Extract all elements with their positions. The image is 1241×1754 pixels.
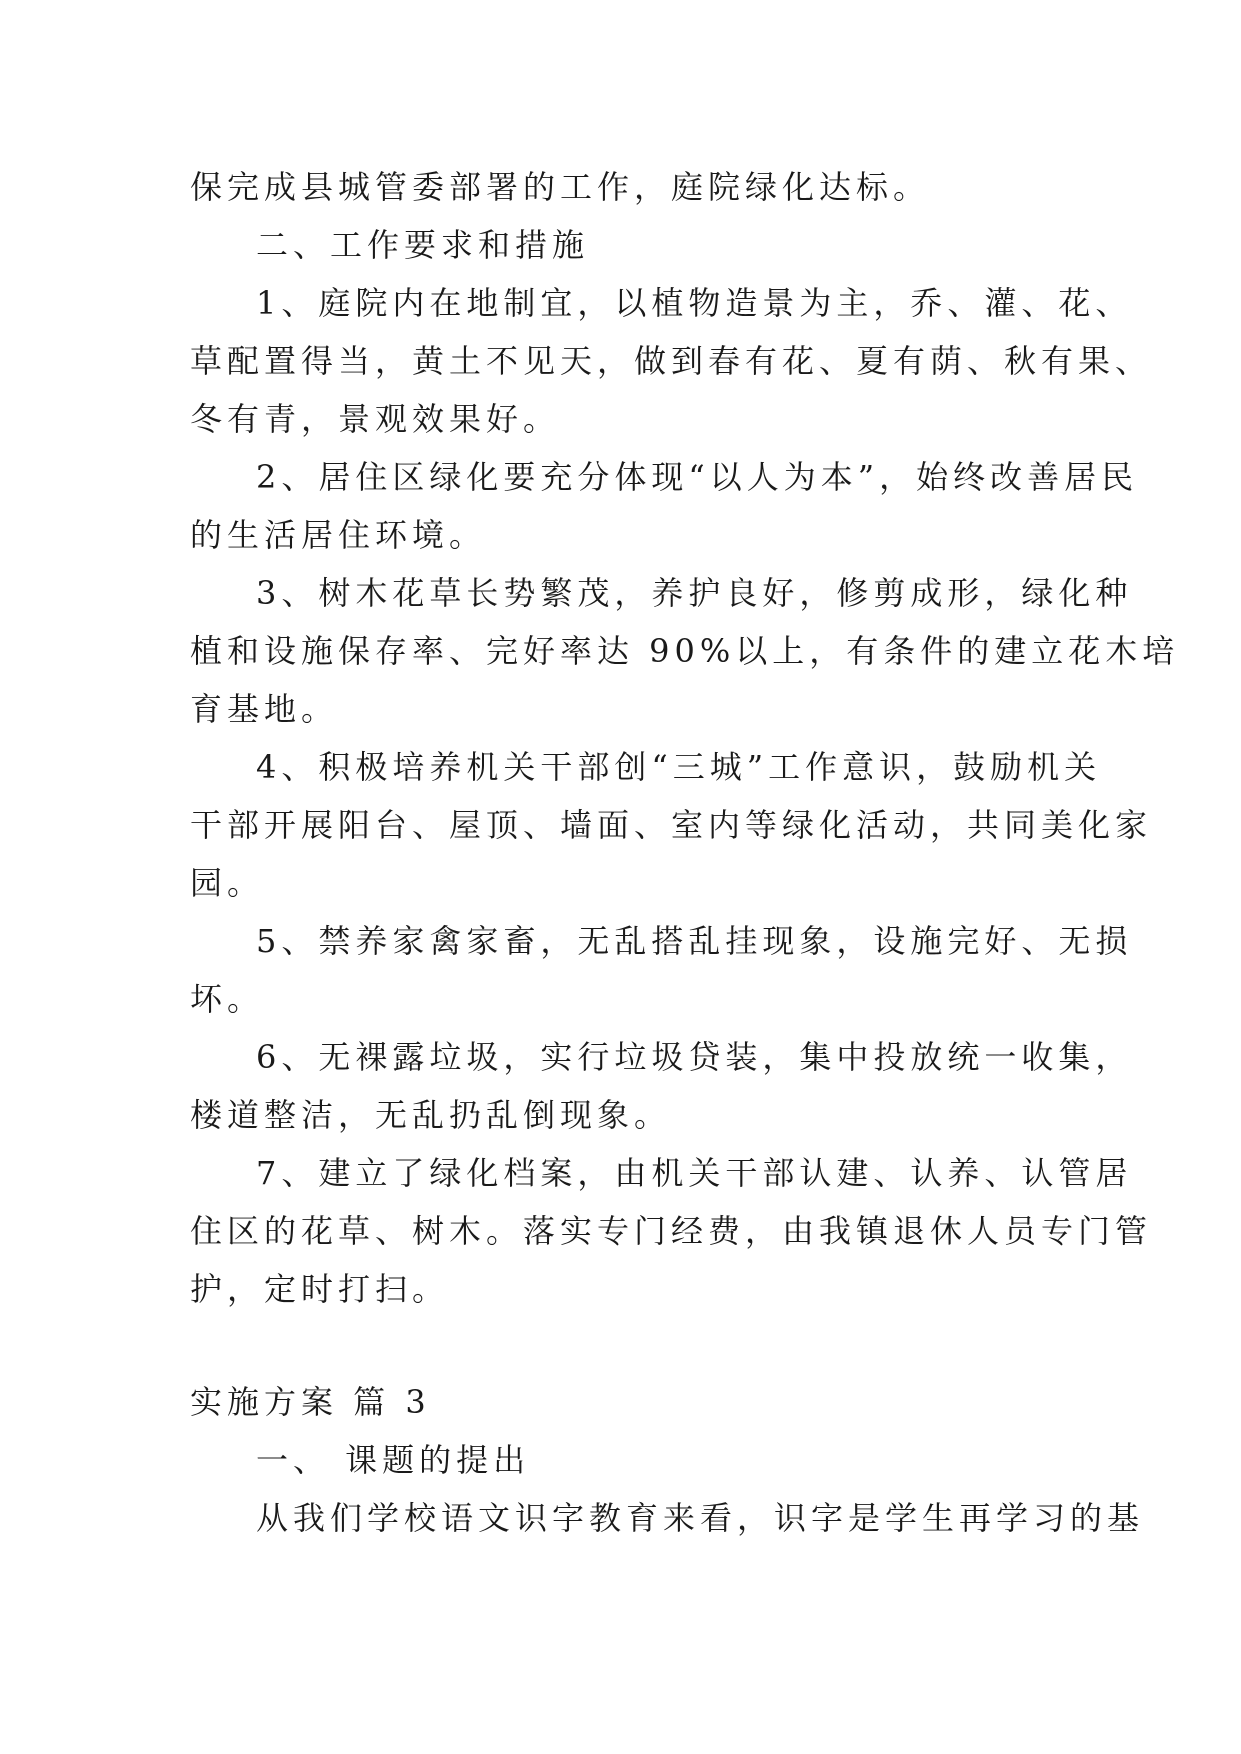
- text-line: 住区的花草、树木。落实专门经费，由我镇退休人员专门管: [190, 1212, 1153, 1250]
- text-line: 6、无裸露垃圾，实行垃圾贷装，集中投放统一收集，: [256, 1038, 1133, 1076]
- section-heading: 二、工作要求和措施: [256, 226, 590, 264]
- text-line: 护，定时打扫。: [190, 1270, 450, 1308]
- text-line: 干部开展阳台、屋顶、墙面、室内等绿化活动，共同美化家: [190, 806, 1153, 844]
- text-line: 草配置得当，黄土不见天，做到春有花、夏有荫、秋有果、: [190, 342, 1153, 380]
- section-heading: 一、 课题的提出: [256, 1441, 531, 1479]
- text-line: 的生活居住环境。: [190, 516, 487, 554]
- text-line: 植和设施保存率、完好率达 90%以上，有条件的建立花木培: [190, 632, 1180, 670]
- text-line: 冬有青，景观效果好。: [190, 400, 561, 438]
- text-line: 园。: [190, 864, 265, 902]
- text-line: 坏。: [190, 980, 265, 1018]
- text-line: 1、庭院内在地制宜，以植物造景为主，乔、灌、花、: [256, 284, 1133, 322]
- text-line: 2、居住区绿化要充分体现“以人为本”，始终改善居民: [256, 458, 1139, 496]
- text-line: 7、建立了绿化档案，由机关干部认建、认养、认管居: [256, 1154, 1133, 1192]
- text-line: 5、禁养家禽家畜，无乱搭乱挂现象，设施完好、无损: [256, 922, 1133, 960]
- text-line: 楼道整洁，无乱扔乱倒现象。: [190, 1096, 672, 1134]
- section-title: 实施方案 篇 3: [190, 1383, 431, 1421]
- text-line: 4、积极培养机关干部创“三城”工作意识，鼓励机关: [256, 748, 1102, 786]
- text-line: 3、树木花草长势繁茂，养护良好，修剪成形，绿化种: [256, 574, 1133, 612]
- text-line: 从我们学校语文识字教育来看，识字是学生再学习的基: [256, 1499, 1145, 1537]
- text-line: 保完成县城管委部署的工作，庭院绿化达标。: [190, 168, 931, 206]
- text-line: 育基地。: [190, 690, 339, 728]
